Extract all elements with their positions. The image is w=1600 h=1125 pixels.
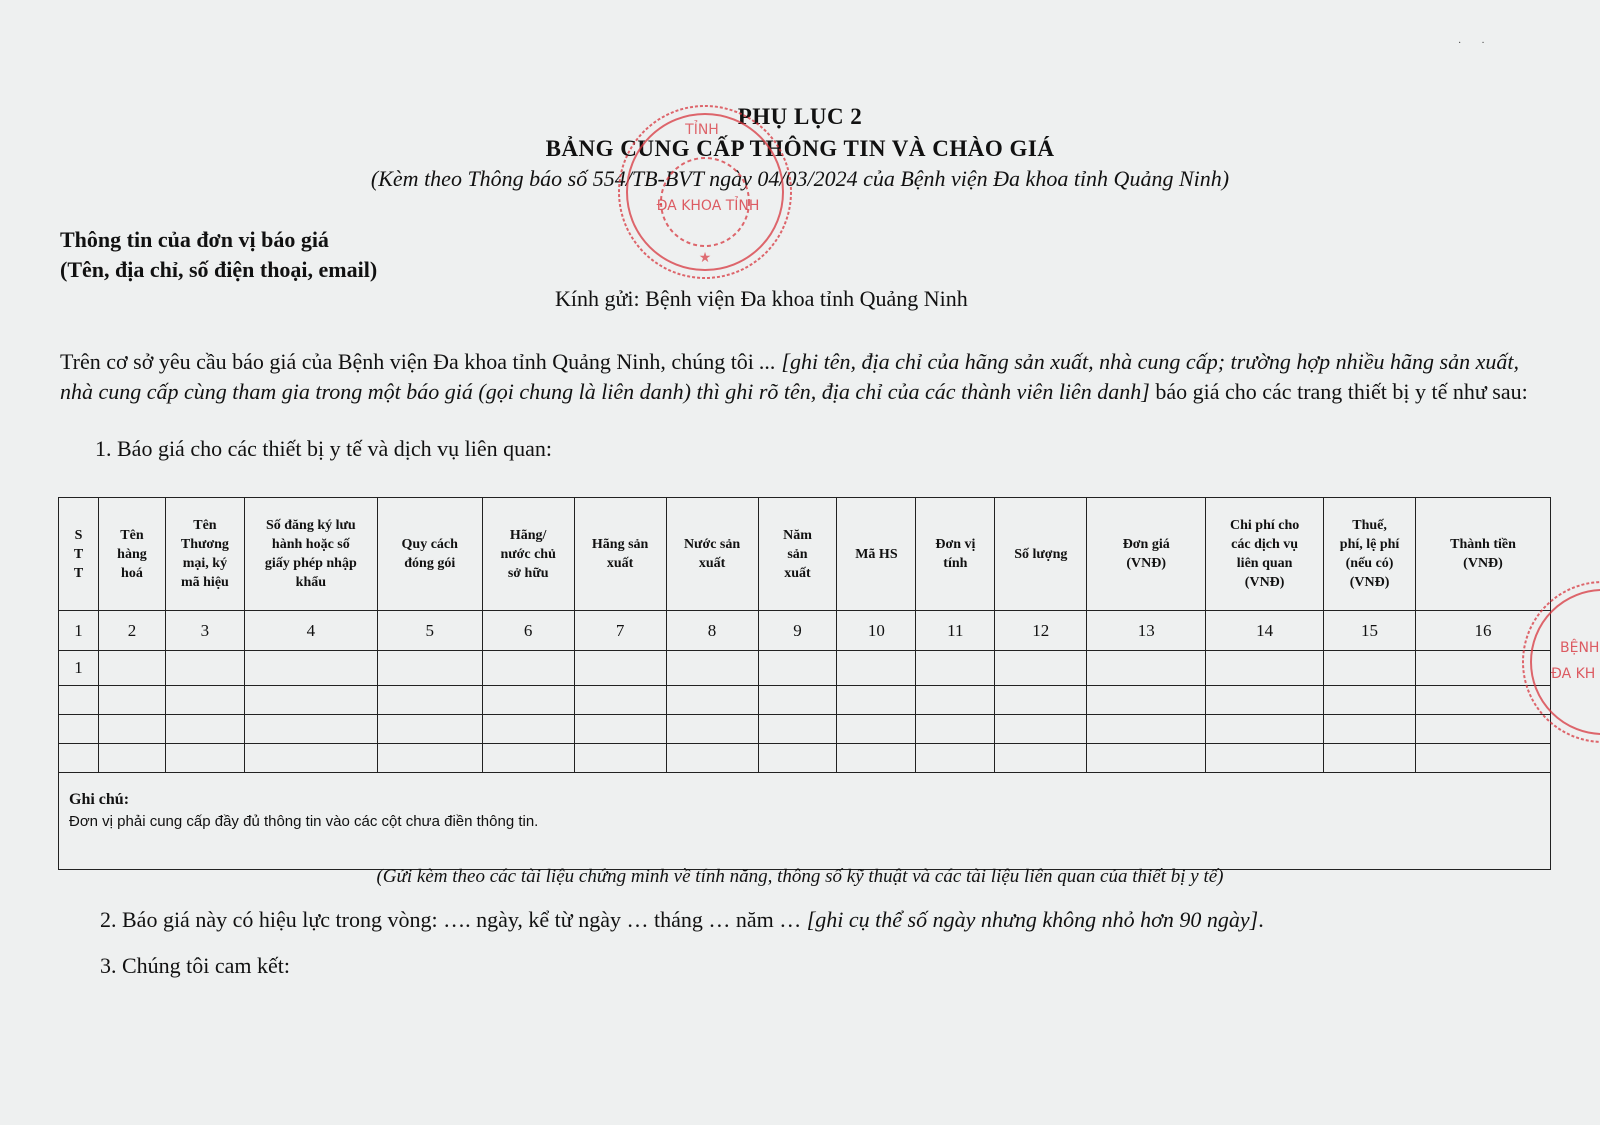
table-cell: [995, 686, 1087, 715]
column-number: 11: [916, 611, 995, 651]
note-row: [59, 773, 1551, 870]
column-number: 7: [574, 611, 666, 651]
table-cell: [165, 651, 244, 686]
table-cell: [377, 744, 482, 773]
table-cell: [574, 686, 666, 715]
table-row: [59, 651, 1551, 686]
column-number: 4: [244, 611, 377, 651]
stamp-top-label: TỈNH: [685, 122, 719, 138]
table-cell: [666, 686, 758, 715]
column-number: 10: [837, 611, 916, 651]
table-cell: [837, 651, 916, 686]
table-cell: [1087, 715, 1206, 744]
column-number: 16: [1416, 611, 1551, 651]
sender-info-hint: (Tên, địa chỉ, số điện thoại, email): [60, 257, 378, 282]
column-number: 12: [995, 611, 1087, 651]
column-header: Thành tiền (VNĐ): [1416, 498, 1551, 611]
table-cell: [244, 744, 377, 773]
column-header: Hãng sản xuất: [574, 498, 666, 611]
sender-info-title: Thông tin của đơn vị báo giá: [60, 227, 329, 252]
column-header: Mã HS: [837, 498, 916, 611]
intro-text-end: báo giá cho các trang thiết bị y tế như sau:: [1149, 379, 1528, 404]
table-cell: [244, 715, 377, 744]
column-header: Số lượng: [995, 498, 1087, 611]
table-cell: [59, 715, 99, 744]
note-text: Đơn vị phải cung cấp đầy đủ thông tin vào các cột chưa điền thông tin.: [69, 813, 539, 830]
table-cell: [482, 686, 574, 715]
table-cell: [165, 744, 244, 773]
note-cell: [59, 773, 1551, 870]
column-number: 8: [666, 611, 758, 651]
intro-placeholder: ... [ghi tên, địa chỉ của hãng sản xuất, nhà cung cấp; trường hợp nhiều hãng sản xuất, nhà cung cấp cùng tham gia trong một báo giá (gọi chung là liên danh) thì ghi rõ tên, địa chỉ của các thành viên liên danh]: [60, 349, 1519, 404]
column-header: Đơn vị tính: [916, 498, 995, 611]
stamp-side-label: BỆNH: [1560, 640, 1600, 656]
column-header: Chi phí cho các dịch vụ liên quan (VNĐ): [1206, 498, 1324, 611]
table-cell: [995, 715, 1087, 744]
table-cell: [482, 744, 574, 773]
table-row: [59, 715, 1551, 744]
table-cell: [1206, 715, 1324, 744]
table-cell: [1206, 744, 1324, 773]
table-cell: [995, 744, 1087, 773]
table-cell: [758, 686, 837, 715]
intro-paragraph: [60, 347, 1555, 407]
table-cell: [482, 715, 574, 744]
table-cell: [916, 715, 995, 744]
column-header: Tên Thương mại, ký mã hiệu: [165, 498, 244, 611]
table-cell: [995, 651, 1087, 686]
column-number: 6: [482, 611, 574, 651]
table-cell: [574, 651, 666, 686]
item-2-text: 2. Báo giá này có hiệu lực trong vòng: …. ngày, kể từ ngày … tháng … năm …: [100, 907, 807, 932]
table-cell: [837, 715, 916, 744]
table-cell: [98, 715, 165, 744]
table-header-row: [59, 498, 1551, 611]
column-number: 1: [59, 611, 99, 651]
table-row: [59, 744, 1551, 773]
recipient-line: Kính gửi: Bệnh viện Đa khoa tỉnh Quảng Ninh: [555, 286, 968, 311]
table-cell: [666, 651, 758, 686]
scan-marks: ··: [1458, 38, 1505, 49]
row-stt-cell: 1: [59, 651, 99, 686]
column-header: Tên hàng hoá: [98, 498, 165, 611]
appendix-title: PHỤ LỤC 2: [737, 104, 863, 129]
column-header: Quy cách đóng gói: [377, 498, 482, 611]
table-cell: [98, 651, 165, 686]
table-cell: [98, 686, 165, 715]
stamp-side-label-2: ĐA KH: [1551, 666, 1596, 682]
intro-text-start: Trên cơ sở yêu cầu báo giá của Bệnh viện Đa khoa tỉnh Quảng Ninh, chúng tôi: [60, 349, 760, 374]
table-cell: [59, 686, 99, 715]
column-header: S T T: [59, 498, 99, 611]
item-2-hint: [ghi cụ thể số ngày nhưng không nhỏ hơn 90 ngày]: [806, 907, 1259, 932]
table-cell: [916, 651, 995, 686]
svg-text:★: ★: [698, 250, 712, 266]
table-cell: [165, 715, 244, 744]
column-number: 5: [377, 611, 482, 651]
column-number: 3: [165, 611, 244, 651]
table-cell: [1206, 651, 1324, 686]
table-cell: [1087, 744, 1206, 773]
official-stamp-top: [610, 100, 800, 285]
table-cell: [377, 715, 482, 744]
column-header: Số đăng ký lưu hành hoặc số giấy phép nhập khẩu: [244, 498, 377, 611]
table-cell: [244, 651, 377, 686]
column-number: 14: [1206, 611, 1324, 651]
table-cell: [837, 686, 916, 715]
table-cell: [377, 651, 482, 686]
sender-info: [60, 225, 377, 285]
column-header: Nước sản xuất: [666, 498, 758, 611]
table-cell: [1087, 651, 1206, 686]
item-1-heading: 1. Báo giá cho các thiết bị y tế và dịch vụ liên quan:: [95, 436, 552, 461]
column-header: Năm sản xuất: [758, 498, 837, 611]
column-header: Hãng/ nước chủ sở hữu: [482, 498, 574, 611]
note-title: Ghi chú:: [69, 791, 130, 808]
column-number-row: [59, 611, 1551, 651]
table-cell: [1324, 744, 1416, 773]
column-number: 2: [98, 611, 165, 651]
column-header: Đơn giá (VNĐ): [1087, 498, 1206, 611]
table-cell: [666, 715, 758, 744]
table-cell: [666, 744, 758, 773]
item-3-commitment: 3. Chúng tôi cam kết:: [100, 953, 291, 978]
table-row: [59, 686, 1551, 715]
column-number: 13: [1087, 611, 1206, 651]
table-cell: [1324, 715, 1416, 744]
table-cell: [59, 744, 99, 773]
item-2-validity: [100, 907, 1264, 933]
table-cell: [1087, 686, 1206, 715]
table-cell: [916, 686, 995, 715]
table-cell: [244, 686, 377, 715]
column-number: 9: [758, 611, 837, 651]
table-cell: [837, 744, 916, 773]
table-cell: [574, 744, 666, 773]
table-cell: [758, 715, 837, 744]
table-cell: [758, 651, 837, 686]
quotation-table: [58, 497, 1551, 870]
column-number: 15: [1324, 611, 1416, 651]
item-2-end: .: [1258, 907, 1264, 932]
form-title: BẢNG CUNG CẤP THÔNG TIN VÀ CHÀO GIÁ: [545, 136, 1055, 161]
table-cell: [482, 651, 574, 686]
reference-line: (Kèm theo Thông báo số 554/TB-BVT ngày 04/03/2024 của Bệnh viện Đa khoa tỉnh Quảng Ninh): [370, 166, 1230, 191]
table-cell: [916, 744, 995, 773]
table-cell: [574, 715, 666, 744]
official-stamp-right: [1515, 580, 1600, 750]
table-cell: [165, 686, 244, 715]
table-cell: [1206, 686, 1324, 715]
stamp-middle-label: ĐA KHOA TỈNH: [656, 198, 760, 214]
table-cell: [98, 744, 165, 773]
table-cell: [758, 744, 837, 773]
table-cell: [377, 686, 482, 715]
table-cell: [1324, 686, 1416, 715]
attachment-note: (Gửi kèm theo các tài liệu chứng minh về tính năng, thông số kỹ thuật và các tài liệu liên quan của thiết bị y tế): [376, 866, 1224, 887]
table-cell: [1324, 651, 1416, 686]
column-header: Thuế, phí, lệ phí (nếu có) (VNĐ): [1324, 498, 1416, 611]
